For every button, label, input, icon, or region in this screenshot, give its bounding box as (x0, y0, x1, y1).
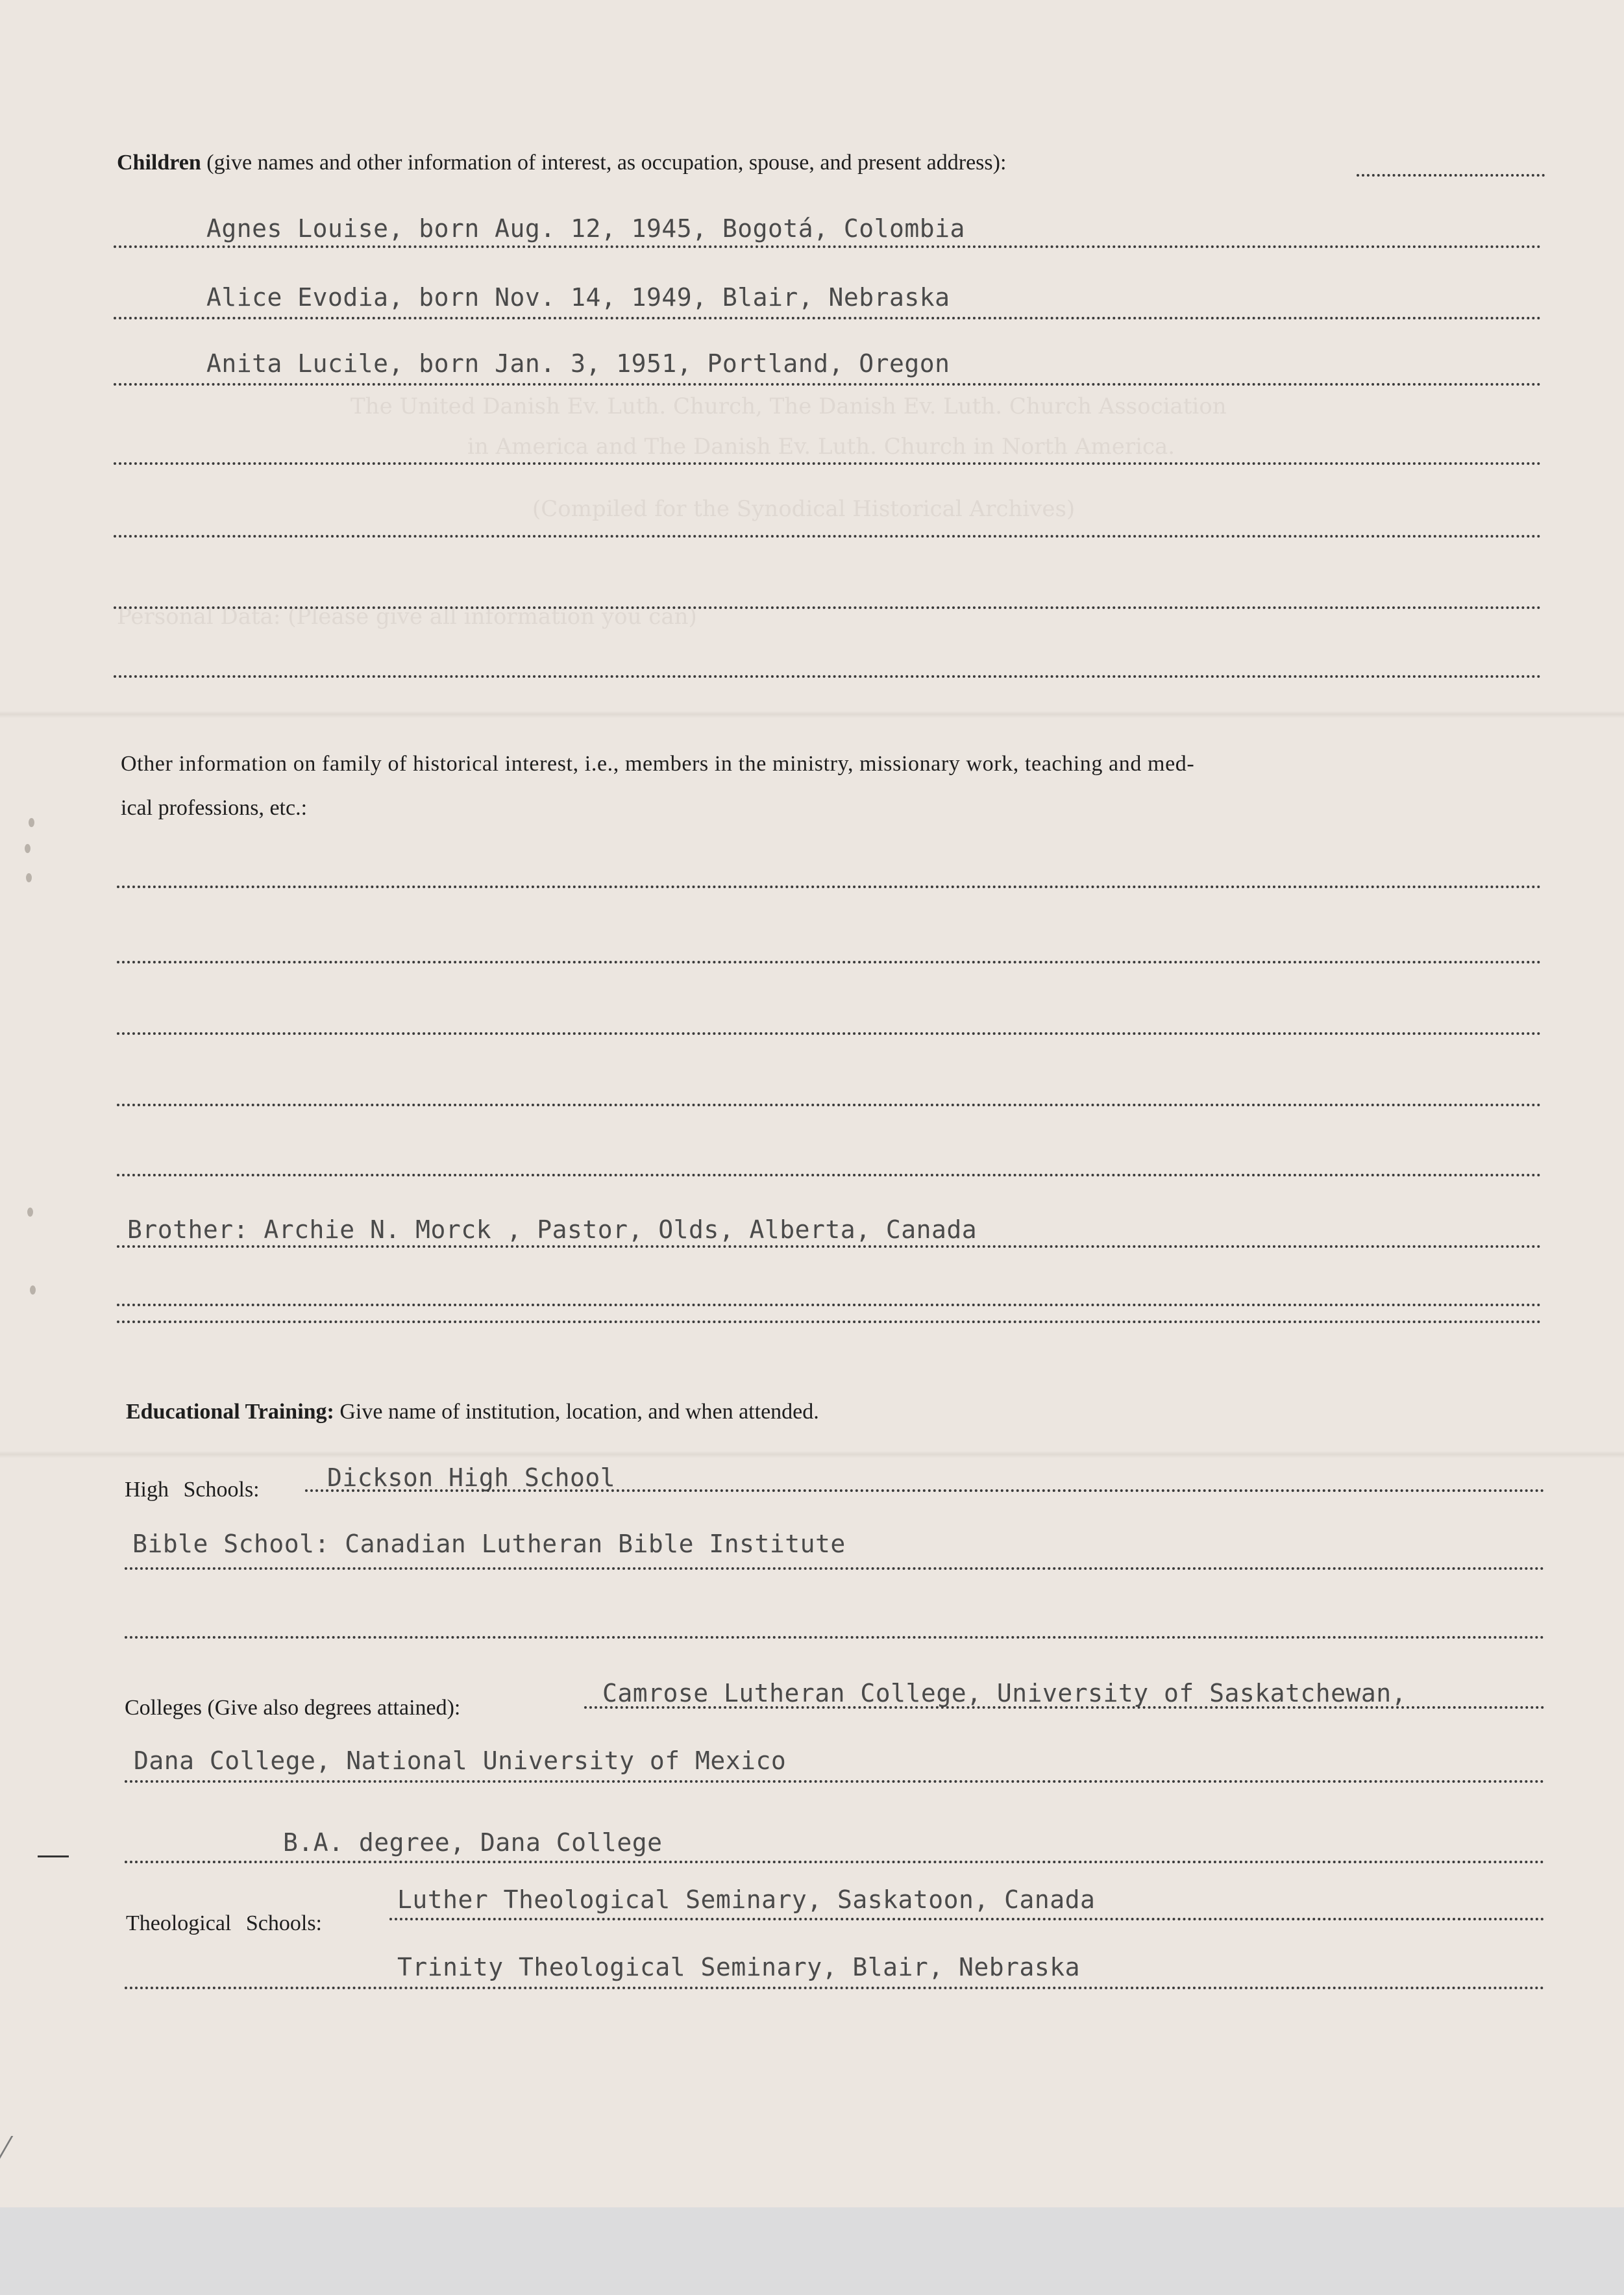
colleges-entry-2: Dana College, National University of Mexico (134, 1746, 787, 1775)
high-school-dotted-line (305, 1489, 1545, 1492)
other-info-dotted-line (117, 1245, 1542, 1248)
theological-label: Theological Schools: (126, 1911, 323, 1935)
other-info-heading-2: ical professions, etc.: (121, 796, 308, 820)
colleges-label: Colleges (Give also degrees attained): (125, 1696, 461, 1720)
theological-dotted-line (125, 1987, 1545, 1989)
children-instructions: (give names and other information of interest, as occupation, spouse, and present address): (206, 151, 1007, 175)
children-dotted-line (114, 383, 1542, 386)
children-dotted-line (114, 535, 1542, 538)
children-dotted-line (114, 606, 1542, 609)
colleges-entry-3: B.A. degree, Dana College (283, 1828, 663, 1857)
scan-background (0, 2207, 1624, 2295)
children-heading (117, 151, 1006, 175)
colleges-dotted-line (125, 1861, 1545, 1863)
education-dotted-line (125, 1636, 1545, 1639)
edge-hole (29, 818, 34, 827)
colleges-dotted-line (584, 1706, 1545, 1709)
edge-hole (30, 1285, 36, 1295)
education-label: Educational Training: (126, 1400, 334, 1424)
other-info-dotted-line (117, 1321, 1542, 1323)
children-dotted-line (114, 462, 1542, 465)
edge-hole (25, 844, 31, 853)
margin-tick (38, 1855, 69, 1857)
education-instructions: Give name of institution, location, and when attended. (339, 1400, 819, 1424)
high-schools-label: High Schools: (125, 1478, 260, 1502)
other-info-heading-1: Other information on family of historical interest, i.e., members in the ministry, missionary work, teaching and med- (121, 752, 1195, 776)
child-entry-2: Alice Evodia, born Nov. 14, 1949, Blair, Nebraska (206, 283, 950, 312)
bleed-through-line-1: The United Danish Ev. Luth. Church, The Danish Ev. Luth. Church Association (351, 393, 1227, 419)
other-info-dotted-line (117, 1104, 1542, 1106)
bleed-through-line-4: Personal Data: (Please give all information you can) (117, 604, 697, 630)
children-dotted-line (114, 317, 1542, 319)
corner-fold-mark (0, 2136, 39, 2175)
children-label: Children (117, 151, 201, 175)
children-dotted-line (114, 675, 1542, 678)
other-info-dotted-line (117, 886, 1542, 888)
other-info-dotted-line (117, 1304, 1542, 1306)
child-entry-3: Anita Lucile, born Jan. 3, 1951, Portland, Oregon (206, 349, 950, 378)
bible-school-dotted-line (125, 1567, 1545, 1570)
bleed-through-line-3: (Compiled for the Synodical Historical Archives) (532, 496, 1076, 522)
other-info-dotted-line (117, 1174, 1542, 1176)
edge-hole (26, 873, 32, 882)
theological-dotted-line (389, 1918, 1545, 1920)
colleges-entry-1: Camrose Lutheran College, University of Saskatchewan, (602, 1679, 1407, 1707)
theological-entry-1: Luther Theological Seminary, Saskatoon, Canada (397, 1885, 1096, 1914)
children-dotted-line (1357, 174, 1545, 177)
children-dotted-line (114, 245, 1542, 248)
colleges-dotted-line (125, 1780, 1545, 1783)
theological-entry-2: Trinity Theological Seminary, Blair, Nebraska (397, 1953, 1081, 1981)
bleed-through-line-2: in America and The Danish Ev. Luth. Church in North America. (467, 434, 1175, 460)
education-heading (126, 1400, 819, 1424)
other-info-dotted-line (117, 1032, 1542, 1035)
edge-hole (27, 1208, 33, 1217)
brother-entry: Brother: Archie N. Morck , Pastor, Olds, Alberta, Canada (127, 1215, 978, 1244)
child-entry-1: Agnes Louise, born Aug. 12, 1945, Bogotá, Colombia (206, 214, 965, 243)
bible-school-entry: Bible School: Canadian Lutheran Bible Institute (132, 1530, 846, 1558)
other-info-dotted-line (117, 961, 1542, 963)
high-school-entry: Dickson High School (327, 1463, 616, 1492)
